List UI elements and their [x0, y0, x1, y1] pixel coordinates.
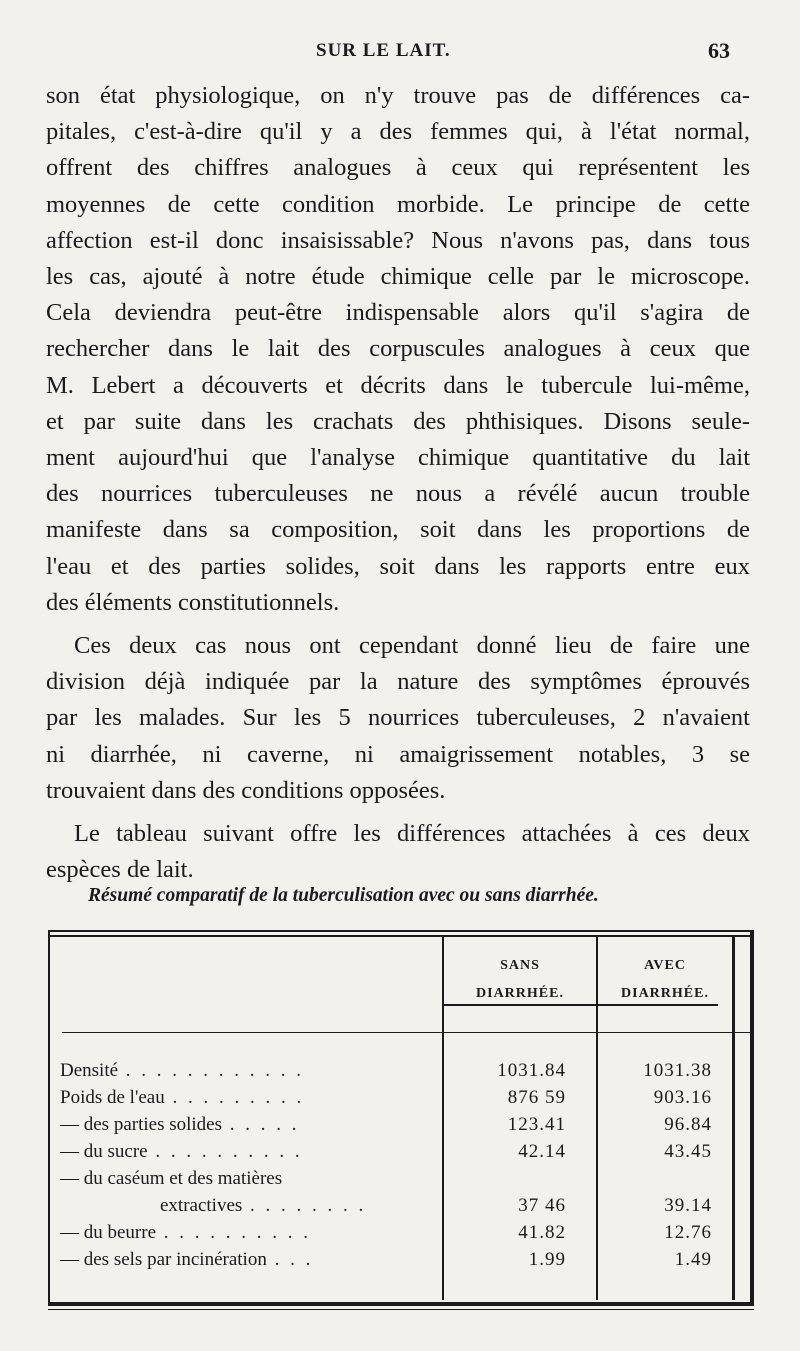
- value-sans: 123.41: [507, 1114, 566, 1135]
- text-line: trouvaient dans des conditions opposées.: [46, 776, 446, 804]
- row-label-text: Poids de l'eau: [60, 1087, 165, 1108]
- table-rule: [50, 935, 750, 937]
- paragraph-2: [46, 628, 750, 809]
- page-number: 63: [708, 38, 730, 63]
- row-label: [60, 1087, 304, 1109]
- paragraph-3: [46, 816, 750, 888]
- row-label: — du caséum et des matières: [60, 1168, 283, 1189]
- body-text: [46, 78, 750, 895]
- row-label: [60, 1141, 303, 1163]
- row-label-text: extractives: [160, 1195, 243, 1216]
- table-row: [50, 1087, 750, 1114]
- row-label: [160, 1195, 366, 1217]
- paragraph-1: [46, 78, 750, 621]
- table-row: [50, 1249, 750, 1276]
- row-label: [60, 1249, 313, 1271]
- column-header-avec-line1: AVEC: [644, 958, 686, 973]
- text-line: des éléments constitutionnels.: [46, 588, 340, 616]
- leader-dots: . . . . . . . . .: [164, 1087, 305, 1108]
- table-row: [50, 1168, 750, 1195]
- table-rule: [48, 1304, 754, 1306]
- text-line: son état physiologique, on n'y trouve pas de différences ca-: [46, 82, 750, 109]
- table-row: [50, 1222, 750, 1249]
- text-line: ni diarrhée, ni caverne, ni amaigrissement notables, 3 se: [46, 740, 750, 768]
- row-label: [60, 1222, 311, 1244]
- value-avec: 39.14: [664, 1195, 712, 1216]
- value-avec: 12.76: [664, 1222, 712, 1243]
- value-sans: 1031.84: [497, 1060, 566, 1081]
- table-row: [50, 1114, 750, 1141]
- column-header-sans-line2: DIARRHÉE.: [476, 986, 564, 1001]
- row-label: [60, 1060, 304, 1082]
- column-header-avec-line2: DIARRHÉE.: [621, 986, 709, 1001]
- leader-dots: . . .: [266, 1249, 314, 1270]
- table-rule: [62, 1032, 750, 1033]
- text-line: affection est-il donc insaisissable? Nous n'avons pas, dans tous: [46, 226, 750, 254]
- leader-dots: . . . . . . . . . .: [156, 1222, 312, 1243]
- comparison-table: [48, 930, 754, 1304]
- table-caption: Résumé comparatif de la tuberculisation avec ou sans diarrhée.: [88, 885, 599, 906]
- column-header-avec: [598, 952, 732, 1008]
- value-sans: 37 46: [518, 1195, 566, 1216]
- row-label-text: — du beurre: [60, 1222, 157, 1243]
- value-sans: 42.14: [518, 1141, 566, 1162]
- text-line: par les malades. Sur les 5 nourrices tuberculeuses, 2 n'avaient: [46, 704, 750, 732]
- row-label-text: — des parties solides: [60, 1114, 223, 1135]
- text-line: ment aujourd'hui que l'analyse chimique quantitative du lait: [46, 444, 750, 472]
- row-label-text: Densité: [60, 1060, 119, 1081]
- running-head: [0, 36, 800, 70]
- table-row: [50, 1060, 750, 1087]
- text-line: pitales, c'est-à-dire qu'il y a des femmes qui, à l'état normal,: [46, 118, 750, 146]
- text-line: espèces de lait.: [46, 856, 194, 884]
- column-header-sans-line1: SANS: [500, 958, 540, 973]
- text-line: Cela deviendra peut-être indispensable alors qu'il s'agira de: [46, 299, 750, 327]
- table-rule: [48, 1309, 754, 1310]
- text-line: Ces deux cas nous ont cependant donné lieu de faire une: [74, 632, 750, 660]
- row-label-text: — des sels par incinération: [60, 1249, 267, 1270]
- leader-dots: . . . . . . . . . . . .: [118, 1060, 305, 1081]
- text-line: manifeste dans sa composition, soit dans les proportions de: [46, 516, 750, 544]
- value-avec: 1031.38: [643, 1060, 712, 1081]
- text-line: division déjà indiquée par la nature des symptômes éprouvés: [46, 668, 750, 696]
- text-line: les cas, ajouté à notre étude chimique celle par le microscope.: [46, 263, 750, 291]
- column-header-sans: [444, 952, 596, 1008]
- row-label-text: — du sucre: [60, 1141, 148, 1162]
- value-sans: 41.82: [518, 1222, 566, 1243]
- text-line: Le tableau suivant offre les différences attachées à ces deux: [74, 820, 750, 848]
- leader-dots: . . . . .: [222, 1114, 300, 1135]
- text-line: l'eau et des parties solides, soit dans les rapports entre eux: [46, 552, 750, 580]
- value-avec: 43.45: [664, 1141, 712, 1162]
- table-row: [50, 1141, 750, 1168]
- value-avec: 96.84: [664, 1114, 712, 1135]
- text-line: et par suite dans les crachats des phthisiques. Disons seule-: [46, 407, 750, 435]
- row-label: [60, 1114, 300, 1136]
- value-sans: 1.99: [528, 1249, 566, 1270]
- text-line: rechercher dans le lait des corpuscules analogues à ceux que: [46, 335, 750, 363]
- text-line: offrent des chiffres analogues à ceux qui représentent les: [46, 154, 750, 182]
- running-title: SUR LE LAIT.: [316, 40, 451, 61]
- value-avec: 903.16: [653, 1087, 712, 1108]
- text-line: M. Lebert a découverts et décrits dans le tubercule lui-même,: [46, 371, 750, 399]
- leader-dots: . . . . . . . . . .: [147, 1141, 303, 1162]
- value-avec: 1.49: [674, 1249, 712, 1270]
- value-sans: 876 59: [507, 1087, 566, 1108]
- text-line: moyennes de cette condition morbide. Le principe de cette: [46, 190, 750, 218]
- table-row: [50, 1195, 750, 1222]
- leader-dots: . . . . . . . .: [242, 1195, 367, 1216]
- text-line: des nourrices tuberculeuses ne nous a révélé aucun trouble: [46, 480, 750, 508]
